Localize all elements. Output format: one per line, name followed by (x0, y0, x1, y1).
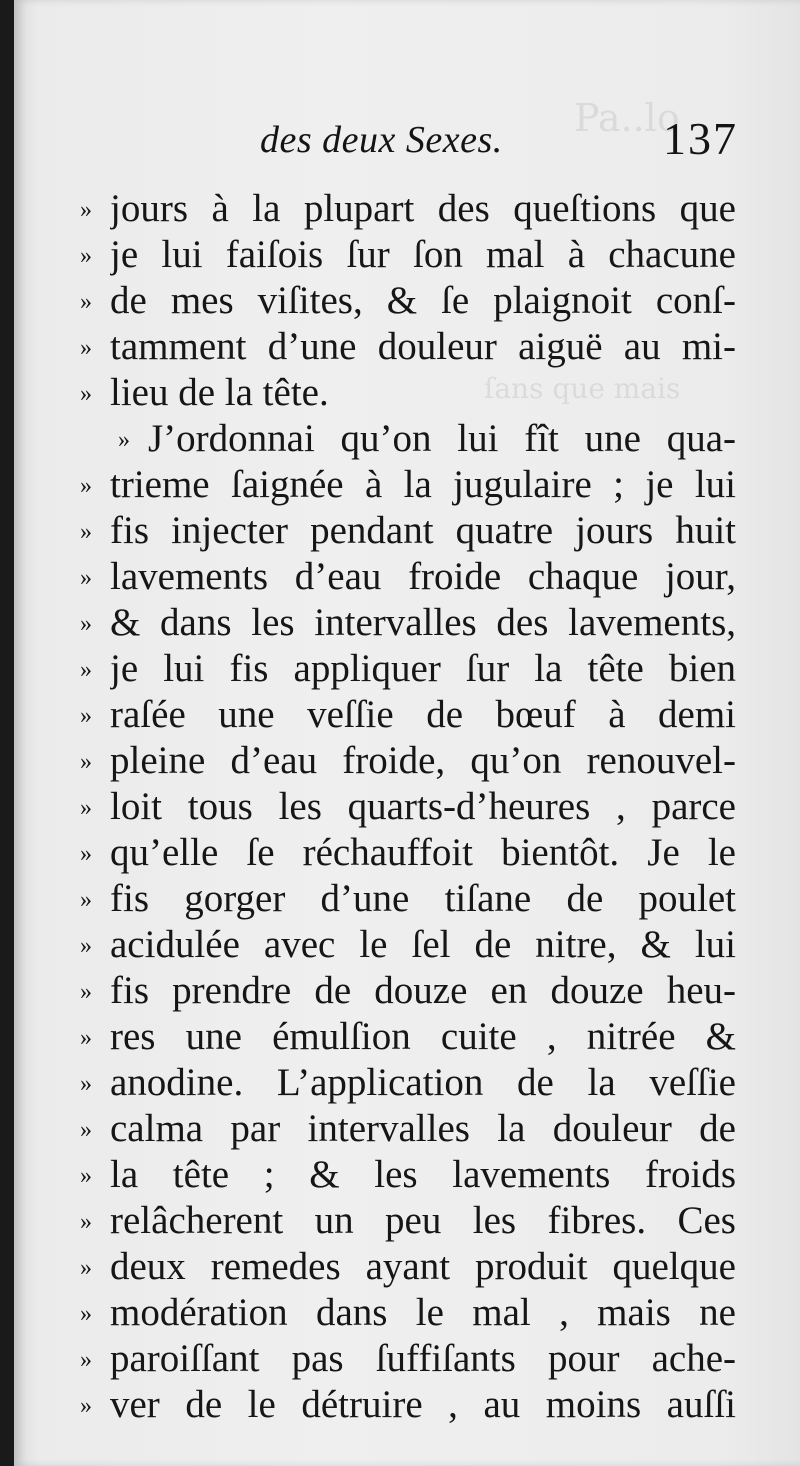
quotation-mark: » (80, 473, 90, 499)
quotation-mark: » (80, 1071, 90, 1097)
line-text: J’ordonnai qu’on lui fît une qua- (148, 417, 736, 460)
quotation-mark: » (80, 519, 90, 545)
line-text: lieu de la tête. (110, 371, 329, 414)
text-line (80, 968, 736, 1014)
text-line (80, 1290, 736, 1336)
quotation-mark: » (80, 1117, 90, 1143)
line-text: res une émulſion cuite , nitrée & (110, 1015, 736, 1058)
text-line (80, 370, 736, 416)
page-number: 137 (663, 113, 738, 164)
quotation-mark: » (80, 289, 90, 315)
bleed-through-text: ſans que mais (484, 372, 681, 405)
line-text: & dans les intervalles des lavements, (110, 601, 736, 644)
line-text: deux remedes ayant produit quelque (110, 1245, 736, 1288)
line-text: jours à la plupart des queſtions que (110, 187, 736, 230)
text-line (80, 1244, 736, 1290)
line-text: de mes viſites, & ſe plaignoit conſ- (110, 279, 736, 322)
text-line (80, 600, 736, 646)
quotation-mark: » (80, 749, 90, 775)
line-text: paroiſſant pas ſuffiſants pour ache- (110, 1337, 736, 1380)
text-line (80, 462, 736, 508)
quotation-mark: » (80, 795, 90, 821)
line-text: fis prendre de douze en douze heu- (110, 969, 736, 1012)
quotation-mark: » (80, 841, 90, 867)
text-line (80, 508, 736, 554)
text-line (80, 1198, 736, 1244)
text-line (80, 324, 736, 370)
text-line (80, 278, 736, 324)
quotation-mark: » (80, 1347, 90, 1373)
text-line (80, 922, 736, 968)
quotation-mark: » (80, 703, 90, 729)
quotation-mark: » (80, 657, 90, 683)
line-text: loit tous les quarts-d’heures , parce (110, 785, 736, 828)
line-text: acidulée avec le ſel de nitre, & lui (110, 923, 736, 966)
quotation-mark: » (80, 381, 90, 407)
quotation-mark: » (80, 1301, 90, 1327)
quotation-mark: » (80, 1025, 90, 1051)
quotation-mark: » (80, 565, 90, 591)
line-text: je lui faiſois ſur ſon mal à chacune (110, 233, 736, 276)
line-text: trieme ſaignée à la jugulaire ; je lui (110, 463, 736, 506)
line-text: modération dans le mal , mais ne (110, 1291, 736, 1334)
line-text: lavements d’eau froide chaque jour, (110, 555, 736, 598)
line-text: fis injecter pendant quatre jours huit (110, 509, 736, 552)
line-text: fis gorger d’une tiſane de poulet (110, 877, 736, 920)
book-page (14, 0, 800, 1466)
text-line (80, 738, 736, 784)
text-line (80, 830, 736, 876)
quotation-mark: » (80, 887, 90, 913)
text-line (80, 416, 736, 462)
text-line (80, 1060, 736, 1106)
text-line (80, 186, 736, 232)
page-header (14, 113, 800, 178)
text-line (80, 1152, 736, 1198)
text-line (80, 692, 736, 738)
body-text (80, 186, 736, 1428)
text-line (80, 1014, 736, 1060)
quotation-mark: » (80, 335, 90, 361)
quotation-mark: » (80, 611, 90, 637)
line-text: anodine. L’application de la veſſie (110, 1061, 736, 1104)
text-line (80, 784, 736, 830)
line-text: ver de le détruire , au moins auſſi (110, 1383, 736, 1426)
quotation-mark: » (80, 197, 90, 223)
running-title: des deux Sexes. (260, 119, 503, 161)
text-line (80, 1382, 736, 1428)
quotation-mark: » (80, 979, 90, 1005)
line-text: raſée une veſſie de bœuf à demi (110, 693, 736, 736)
text-line (80, 1336, 736, 1382)
quotation-mark: » (80, 1209, 90, 1235)
line-text: qu’elle ſe réchauffoit bientôt. Je le (110, 831, 736, 874)
bleed-through-text: Pa..lo (574, 96, 680, 140)
quotation-mark: » (80, 1163, 90, 1189)
quotation-mark: » (118, 427, 128, 453)
line-text: la tête ; & les lavements froids (110, 1153, 736, 1196)
line-text: tamment d’une douleur aiguë au mi- (110, 325, 736, 368)
text-line (80, 554, 736, 600)
line-text: relâcherent un peu les fibres. Ces (110, 1199, 736, 1242)
quotation-mark: » (80, 1393, 90, 1419)
text-line (80, 876, 736, 922)
text-line (80, 646, 736, 692)
line-text: calma par intervalles la douleur de (110, 1107, 736, 1150)
quotation-mark: » (80, 933, 90, 959)
text-line (80, 1106, 736, 1152)
line-text: je lui fis appliquer ſur la tête bien (110, 647, 736, 690)
quotation-mark: » (80, 243, 90, 269)
quotation-mark: » (80, 1255, 90, 1281)
line-text: pleine d’eau froide, qu’on renouvel- (110, 739, 736, 782)
text-line (80, 232, 736, 278)
